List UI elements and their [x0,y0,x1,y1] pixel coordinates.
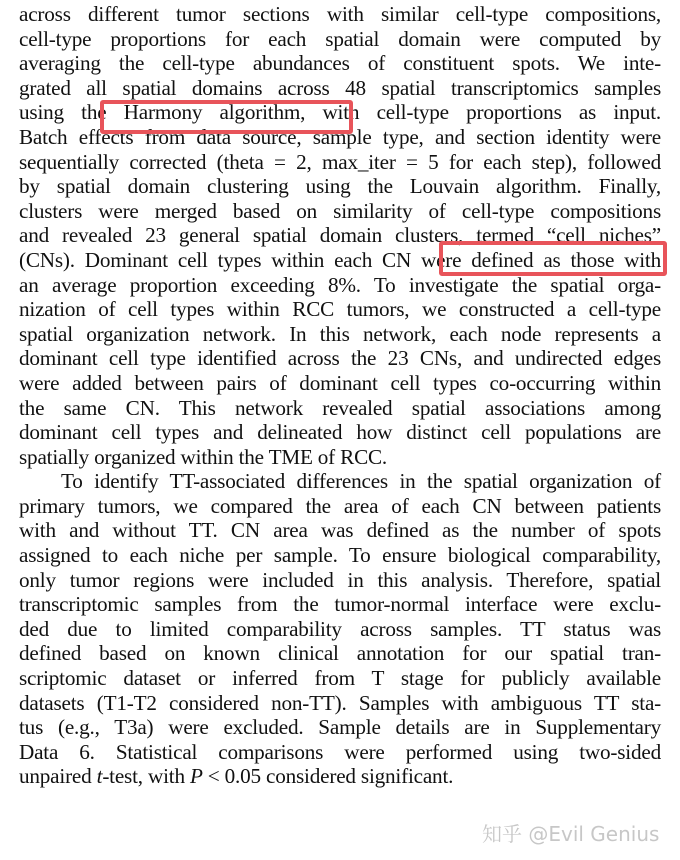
text-line: tus (e.g., T3a) were excluded. Sample details are in Supplementary [19,715,661,740]
text-line: and revealed 23 general spatial domain clusters, termed “cell niches” [19,223,661,248]
text-line: averaging the cell-type abundances of constituent spots. We inte- [19,51,661,76]
text-line: grated all spatial domains across 48 spatial transcriptomics samples [19,75,661,100]
text-line: defined based on known clinical annotation for our spatial tran- [19,641,661,666]
text-line: across different tumor sections with similar cell-type compositions, [19,2,661,26]
text-line: assigned to each niche per sample. To ensure biological comparability, [19,543,661,568]
text-line: Batch effects from data source, sample type, and section identity were [19,124,661,149]
text-line: spatially organized within the TME of RCC. [19,444,388,469]
text-line: datasets (T1-T2 considered non-TT). Samples with ambiguous TT sta- [19,690,661,715]
text-line: clusters were merged based on similarity of cell-type compositions [19,198,661,223]
final-line-prefix: unpaired [19,764,97,789]
text-line: by spatial domain clustering using the Louvain algorithm. Finally, [19,174,661,199]
text-line: the same CN. This network revealed spatial associations among [19,395,661,420]
text-line: cell-type proportions for each spatial domain were computed by [19,26,661,51]
text-line: using the Harmony algorithm, with cell-type proportions as input. [19,100,661,125]
text-line: To identify TT-associated differences in the spatial organization of [61,469,661,494]
text-line: scriptomic dataset or inferred from T stage for publicly available [19,666,661,691]
highlight-box-harmony-algorithm [100,100,353,134]
text-line: transcriptomic samples from the tumor-normal interface were exclu- [19,592,661,617]
text-line: spatial organization network. In this network, each node represents a [19,321,661,346]
text-line: with and without TT. CN area was defined as the number of spots [19,518,661,543]
text-line: sequentially corrected (theta = 2, max_iter = 5 for each step), followed [19,149,661,174]
final-line-suffix: < 0.05 considered significant. [202,764,454,789]
paragraph-1 [19,2,661,469]
text-line: dominant cell types and delineated how distinct cell populations are [19,420,661,445]
text-line: Data 6. Statistical comparisons were performed using two-sided [19,739,661,764]
paragraph-2 [19,469,661,789]
watermark: 知乎 @Evil Genius [482,822,660,846]
italic-t: t [96,764,103,789]
text-line: only tumor regions were included in this analysis. Therefore, spatial [19,567,661,592]
italic-p: P [189,764,203,789]
final-line-middle: -test, with [102,764,190,789]
highlight-box-cell-niches [439,241,667,276]
text-line: primary tumors, we compared the area of each CN between patients [19,493,661,518]
text-line: ded due to limited comparability across samples. TT status was [19,616,661,641]
final-text-line [19,764,661,789]
text-line: (CNs). Dominant cell types within each CN were defined as those with [19,247,661,272]
text-line: an average proportion exceeding 8%. To investigate the spatial orga- [19,272,661,297]
text-line: were added between pairs of dominant cell types co-occurring within [19,370,661,395]
text-line: nization of cell types within RCC tumors, we constructed a cell-type [19,297,661,322]
text-line: dominant cell type identified across the 23 CNs, and undirected edges [19,346,661,371]
